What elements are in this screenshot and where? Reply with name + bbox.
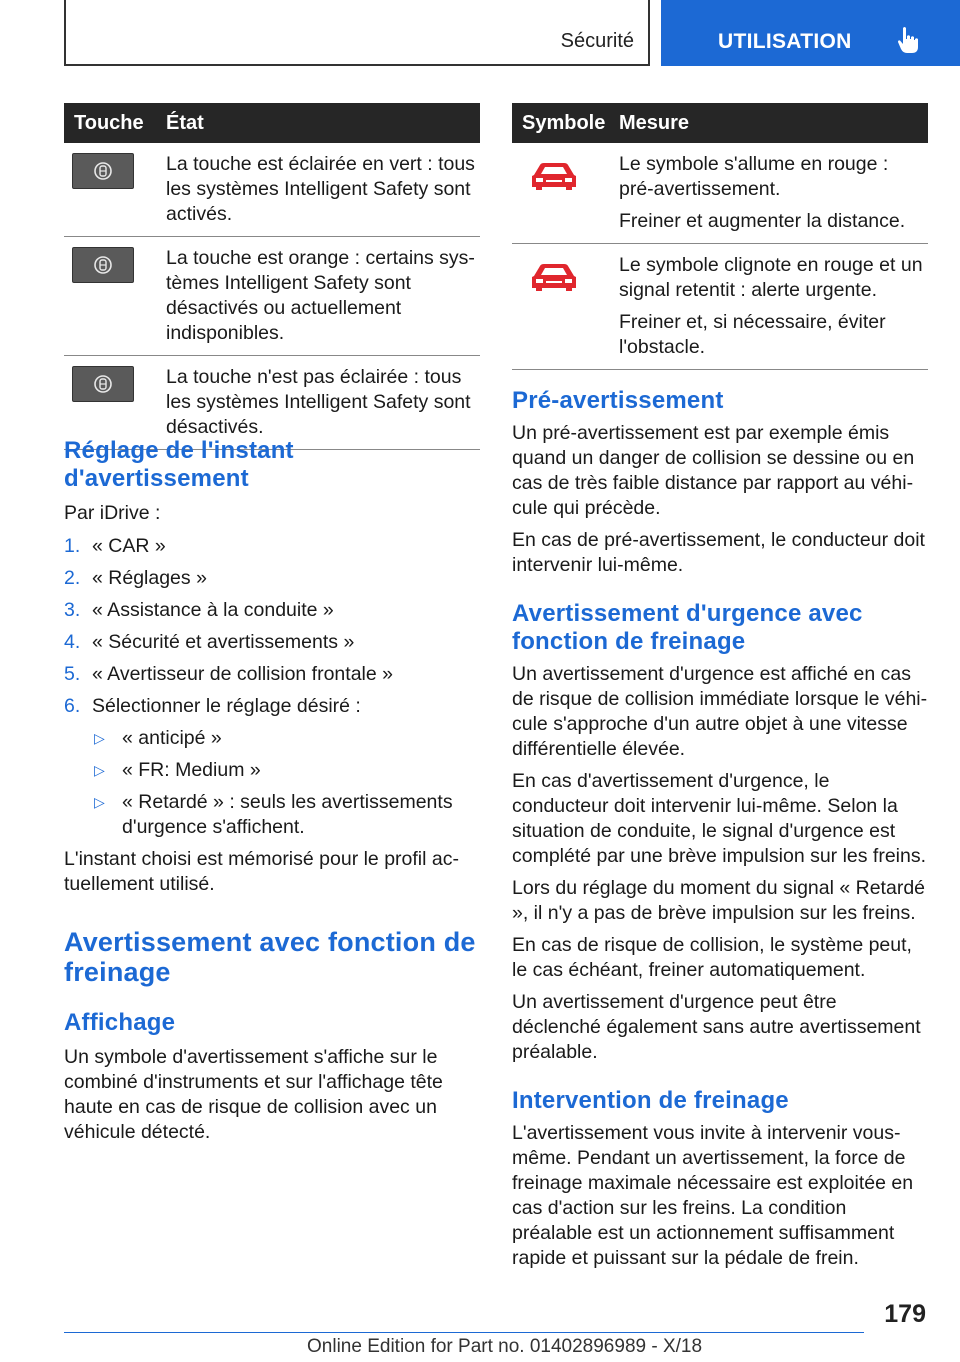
urgent-warning-text: En cas de risque de collision, le système peut, le cas échéant, freiner automatiquement. (512, 934, 912, 981)
list-item: ▷ « anticipé » (94, 727, 222, 749)
red-car-warning-icon (528, 258, 580, 294)
action-instruction: Freiner et, si nécessaire, éviter l'obstacle. (619, 311, 886, 358)
list-item: 5. « Avertisseur de collision frontale » (64, 663, 393, 685)
urgent-warning-text: En cas d'avertissement d'urgence, le conducteur doit intervenir lui-même. Selon la situation de conduite, le signal d'urgence est complété par une brève impulsion sur les freins. (512, 770, 927, 867)
setting-options-list (92, 726, 482, 840)
list-item: 6. Sélectionner le réglage désiré : ▷ « anticipé » ▷ « FR: Medium » ▷ « Retardé » : seuls les avertissements d'urgence s'affichent. (64, 694, 482, 840)
pre-warning-text: Un pré-avertissement est par exemple émis quand un danger de collision se dessine ou en cas de très faible distance par rapport au véhicule qui précède. (512, 422, 915, 519)
urgent-warning-text: Un avertissement d'urgence est affiché en cas de risque de collision immédiate lorsque le véhicule s'approche d'un autre objet à une vitesse différentielle élevée. (512, 663, 928, 760)
table-row (64, 356, 480, 450)
symbol-action-table (512, 103, 928, 370)
section-title: Sécurité (560, 30, 634, 52)
warning-time-intro: Par iDrive : (64, 502, 161, 524)
display-text: Un symbole d'avertissement s'affiche sur le combiné d'instruments et sur l'affichage tête haute en cas de risque de collision avec un véhicule détecté. (64, 1046, 443, 1143)
list-item: 1. « CAR » (64, 535, 166, 557)
state-description: La touche est orange : certains systèmes Intelligent Safety sont désactivés ou actuellement indisponibles. (156, 237, 480, 356)
action-description: Le symbole clignote en rouge et un signal retentit : alerte urgente. (619, 254, 923, 301)
table-row (512, 143, 928, 244)
column-header-symbol: Symbole (512, 103, 609, 143)
header-chapter-tab[interactable] (661, 0, 960, 66)
pre-warning-title: Pré-avertissement (512, 387, 724, 414)
table-row (64, 143, 480, 237)
table-row (64, 237, 480, 356)
list-item: ▷ « Retardé » : seuls les avertissements d'urgence s'affichent. (94, 791, 453, 838)
state-description: La touche n'est pas éclairée : tous les systèmes Intelligent Safety sont désactivés. (156, 356, 480, 450)
footer-edition-text: Online Edition for Part no. 01402896989 - X/18 (307, 1336, 703, 1357)
list-item: 3. « Assistance à la conduite » (64, 599, 334, 621)
column-header-action: Mesure (609, 103, 928, 143)
header-section-box (64, 0, 650, 66)
list-item: ▷ « FR: Medium » (94, 759, 261, 781)
profile-note: L'instant choisi est mémorisé pour le profil actuellement utilisé. (64, 848, 459, 895)
action-description: Le symbole s'allume en rouge : pré-avertissement. (619, 153, 889, 200)
pointing-hand-icon (897, 26, 919, 54)
urgent-warning-text: Un avertissement d'urgence peut être déclenché également sans autre avertissement préalable. (512, 991, 921, 1063)
urgent-warning-text: Lors du réglage du moment du signal « Retardé », il n'y a pas de brève impulsion sur les freins. (512, 877, 926, 924)
display-subtitle: Affichage (64, 1009, 176, 1036)
warning-time-section (64, 437, 482, 1145)
warning-stages-section (512, 387, 930, 1271)
intelligent-safety-button-icon (72, 153, 134, 189)
footer-divider (64, 1332, 864, 1333)
table-row (512, 244, 928, 370)
idrive-steps-list (64, 534, 482, 840)
braking-warning-title: Avertissement avec fonction de freinage (64, 927, 476, 987)
intelligent-safety-button-icon (72, 366, 134, 402)
triangle-bullet-icon: ▷ (94, 762, 105, 778)
intelligent-safety-button-icon (72, 247, 134, 283)
urgent-warning-title: Avertissement d'urgence avec fonction de freinage (512, 600, 863, 655)
column-header-state: État (156, 103, 480, 143)
red-car-warning-icon (528, 157, 580, 193)
chapter-title: UTILISATION (718, 30, 852, 53)
list-item: 2. « Réglages » (64, 567, 207, 589)
brake-intervention-text: L'avertissement vous invite à intervenir vous-même. Pendant un avertissement, la force de freinage maximale nécessaire est exploitée en cas d'action sur les freins. La condition préalable est un actionnement suffisamment rapide et puissant sur la pédale de frein. (512, 1122, 914, 1269)
button-state-table (64, 103, 480, 450)
column-header-key: Touche (64, 103, 156, 143)
brake-intervention-title: Intervention de freinage (512, 1087, 789, 1114)
page-number: 179 (884, 1300, 926, 1328)
triangle-bullet-icon: ▷ (94, 730, 105, 746)
triangle-bullet-icon: ▷ (94, 794, 105, 810)
list-item: 4. « Sécurité et avertissements » (64, 631, 355, 653)
action-instruction: Freiner et augmenter la distance. (619, 210, 906, 232)
state-description: La touche est éclairée en vert : tous les systèmes Intelligent Safety sont activés. (156, 143, 480, 237)
warning-time-title: Réglage de l'instant d'avertissement (64, 437, 294, 492)
pre-warning-text: En cas de pré-avertissement, le conducteur doit intervenir lui-même. (512, 529, 925, 576)
